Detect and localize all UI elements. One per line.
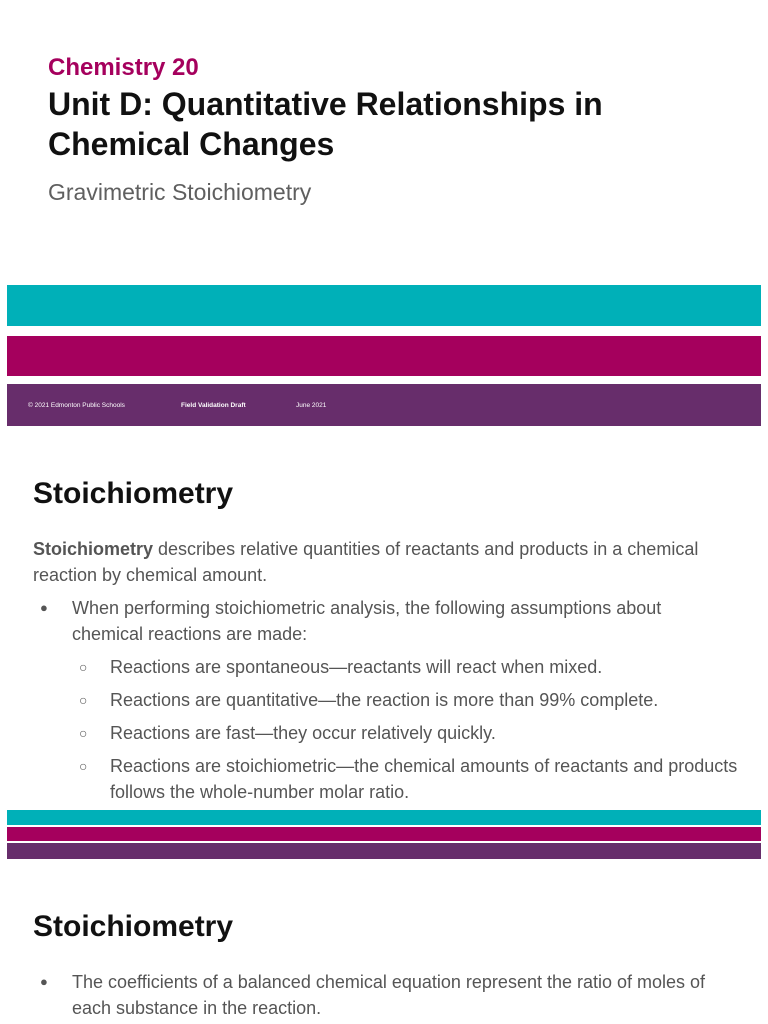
course-name: Chemistry 20 (48, 54, 199, 81)
sub-bullet-icon: ○ (79, 758, 88, 774)
bullet-icon: ● (40, 974, 48, 989)
bullet-icon: ● (40, 600, 48, 615)
sub-bullet-text: Reactions are stoichiometric—the chemical amounts of reactants and products follows the whole-number molar ratio. (110, 756, 738, 802)
bullet-text: The coefficients of a balanced chemical equation represent the ratio of moles of each substance in the reaction. (72, 972, 706, 1018)
purple-band (7, 843, 761, 859)
sub-bullet-icon: ○ (79, 692, 88, 708)
sub-bullet-text: Reactions are quantitative—the reaction is more than 99% complete. (110, 690, 659, 710)
footer-copyright: © 2021 Edmonton Public Schools (28, 402, 125, 409)
slide-heading: Stoichiometry (33, 477, 234, 510)
slide-heading: Stoichiometry (33, 910, 234, 943)
footer-date: June 2021 (296, 402, 327, 409)
sub-bullet-text: Reactions are fast—they occur relatively quickly. (110, 723, 496, 743)
definition-paragraph (33, 536, 733, 588)
teal-band (7, 810, 761, 825)
bullet-text: When performing stoichiometric analysis, the following assumptions about chemical reactions are made: (72, 598, 662, 644)
sub-bullet-icon: ○ (79, 725, 88, 741)
footer-draft-label: Field Validation Draft (181, 402, 246, 409)
sub-bullet-icon: ○ (79, 659, 88, 675)
content-slide (0, 860, 768, 1024)
definition-term: Stoichiometry (33, 539, 154, 559)
definition-text: describes relative quantities of reactants and products in a chemical reaction by chemical amount. (33, 539, 699, 585)
magenta-band (7, 827, 761, 841)
slide-subtitle: Gravimetric Stoichiometry (48, 179, 312, 205)
sub-bullet-text: Reactions are spontaneous—reactants will react when mixed. (110, 657, 603, 677)
unit-title: Unit D: Quantitative Relationships in Chemical Changes (48, 86, 603, 162)
